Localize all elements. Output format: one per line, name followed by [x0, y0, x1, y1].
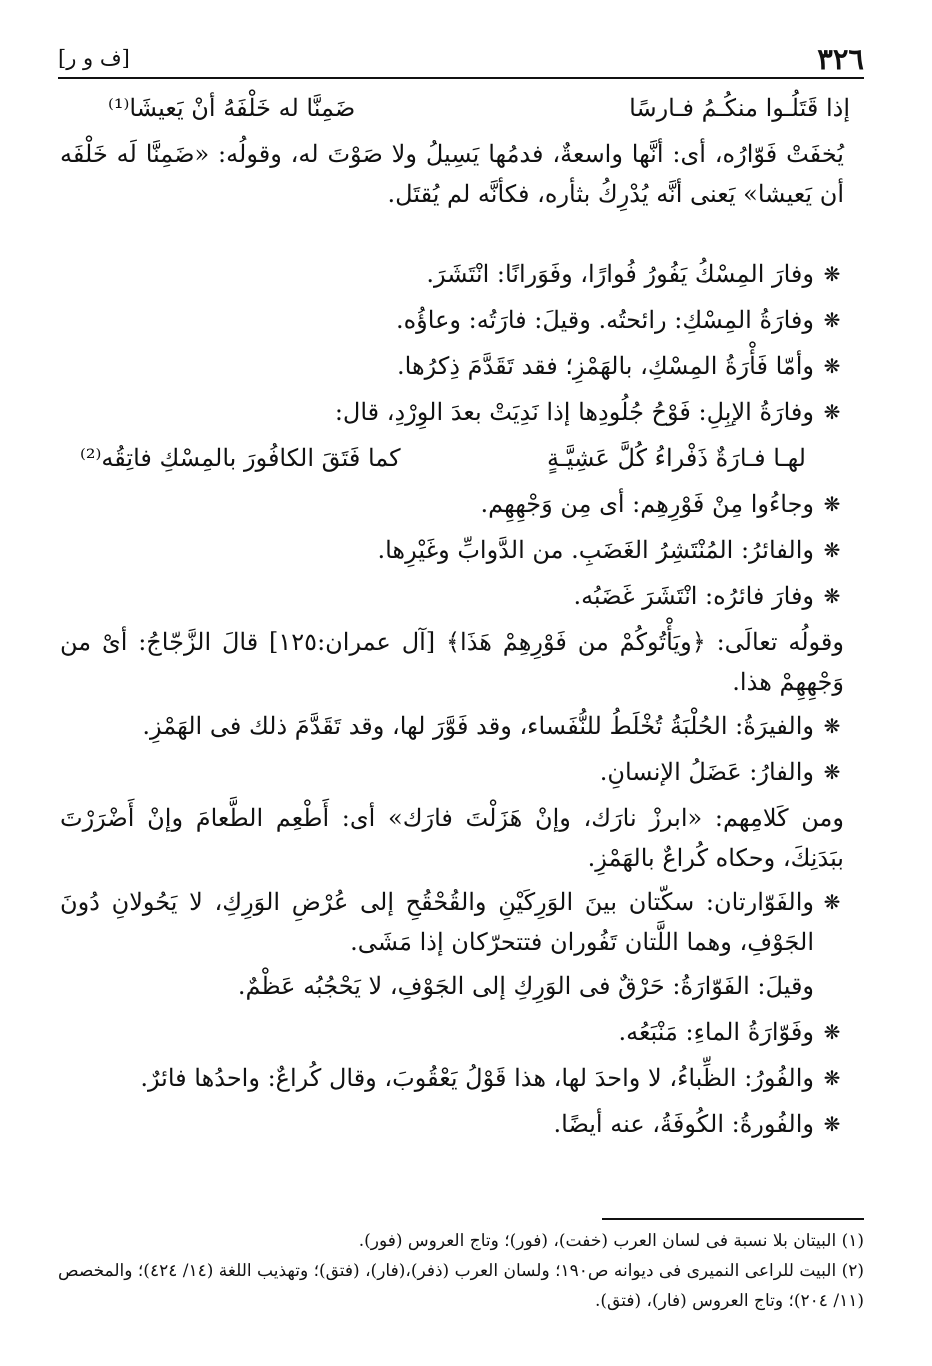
- entry: [60, 752, 850, 798]
- entry: [60, 484, 850, 530]
- paragraph: ومن كَلامِهم: «ابرزْ نارَك، وإنْ هَزَلْتَ فارَك» أى: أَطْعِم الطَّعامَ وإنْ أَضْرَرْتَ ببَدَنِكَ، وحكاه كُراعٌ بالهَمْزِ.: [60, 804, 844, 872]
- entry-text: وفارَ المِسْكُ يَفُورُ فُوارًا، وفَوَرانًا: انْتَشَرَ.: [426, 260, 814, 288]
- entry-text: وفارَةُ المِسْكِ: رائحتُه. وقيلَ: فارَتُه: وعاؤُه.: [395, 306, 814, 334]
- verse-1-left: ضَمِنَّا له خَلْفَهُ أنْ يَعيشَا⁽¹⁾: [108, 94, 356, 122]
- entry: [60, 1012, 850, 1058]
- footnotes: [58, 1218, 864, 1316]
- verse-1-right: إذا قَتَلُـوا منكُـمُ فـارسًا: [629, 94, 850, 122]
- entry-text: والفيرَةُ: الحُلْبَةُ تُخْلَطُ للنُّفَساء، وقد فَوَّرَ لها، وقد تَقَدَّمَ ذلك فى الهَمْزِ.: [142, 712, 814, 740]
- entry-text: وفارَةُ الإبِلِ: فَوْحُ جُلُودِها إذا نَدِيَتْ بعدَ الوِرْدِ، قال:: [334, 398, 814, 426]
- star-icon: ❋: [823, 262, 841, 286]
- star-icon: ❋: [823, 1020, 841, 1044]
- star-icon: ❋: [823, 714, 841, 738]
- star-icon: ❋: [823, 308, 841, 332]
- star-icon: ❋: [823, 760, 841, 784]
- page-header: [58, 42, 864, 82]
- main-text: [60, 88, 850, 1150]
- entry: [60, 1058, 850, 1104]
- star-icon: ❋: [823, 890, 841, 914]
- entry: [60, 300, 850, 346]
- entry-text: وجاءُوا مِنْ فَوْرِهِم: أى مِن وَجْهِهِم.: [480, 490, 814, 518]
- star-icon: ❋: [823, 492, 841, 516]
- entry: [60, 530, 850, 576]
- verse-2: [60, 438, 850, 484]
- star-icon: ❋: [823, 400, 841, 424]
- verse-1: [60, 88, 850, 134]
- star-icon: ❋: [823, 538, 841, 562]
- entry-text: والفُورةُ: الكُوفَةُ، عنه أيضًا.: [553, 1110, 814, 1138]
- star-icon: ❋: [823, 1112, 841, 1136]
- paragraph: يُخفَتْ فَوّارُه، أى: أنَّها واسعةٌ، فدمُها يَسِيلُ ولا صَوْتَ له، وقولُه: «ضَمِنَّا لَه خَلْفَه أن يَعيشا» يَعنى أنَّه يُدْرِكُ بثأره، فكأنَّه لم يُقتَل.: [60, 140, 844, 208]
- star-icon: ❋: [823, 584, 841, 608]
- entry-text: وقيلَ: الفَوّارَةُ: حَرْقٌ فى الوَرِكِ إلى الجَوْفِ، لا يَحْجُبُه عَظْمٌ.: [237, 972, 814, 1000]
- root-tag: [ف و ر]: [58, 46, 130, 70]
- entry-text: والفائرُ: المُنْتَشِرُ الغَضَبِ. من الدَّوابِّ وغَيْرِها.: [377, 536, 814, 564]
- star-icon: ❋: [823, 354, 841, 378]
- entry: [60, 882, 850, 966]
- entry-text: وفارَ فائرُه: انْتَشَرَ غَضَبُه.: [573, 582, 814, 610]
- paragraph: وقولُه تعالَى: ﴿ويَأْتُوكُمْ من فَوْرِهِمْ هَذَا﴾ [آل عمران:١٢٥] قالَ الزَّجّاجُ: أىْ من وَجْهِهِمْ هذا.: [60, 628, 844, 696]
- qila-line: [60, 966, 850, 1012]
- entry-text: والفَوّارتان: سكّتان بينَ الوَرِكَيْنِ والقُحْقُحِ إلى عُرْضِ الوَرِكِ، لا يَحُولانِ دُونَ الجَوْفِ، وهما اللَّتان تَفُوران فتتحرّكان إذا مَشَى.: [60, 888, 814, 956]
- footnote-1: (١) البيتان بلا نسبة فى لسان العرب (خفت)، (فور)؛ وتاج العروس (فور).: [358, 1231, 864, 1251]
- entry: [60, 706, 850, 752]
- entry: [60, 576, 850, 622]
- entry: [60, 1104, 850, 1150]
- entry-text: وفَوّارَةُ الماءِ: مَنْبَعُه.: [618, 1018, 814, 1046]
- footnote-2: (٢) البيت للراعى النميرى فى ديوانه ص١٩٠؛ ولسان العرب (ذفر)،(فار)، (فتق)؛ وتهذيب اللغة (١٤/ ٤٢٤)؛ والمخصص (١١/ ٢٠٤)؛ وتاج العروس (فار)، (فتق).: [58, 1261, 864, 1311]
- entry: [60, 346, 850, 392]
- verse-2-left: كما فَتَقَ الكافُورَ بالمِسْكِ فاتِقُه⁽²⁾: [80, 444, 401, 472]
- entry-text: والفارُ: عَضَلُ الإنسانِ.: [599, 758, 814, 786]
- entry: [60, 254, 850, 300]
- page-number: ٣٢٦: [817, 42, 864, 76]
- entry-text: وأمّا فَأْرَةُ المِسْكِ، بالهَمْزِ؛ فقد تَقَدَّمَ ذِكرُها.: [397, 352, 814, 380]
- entry: [60, 392, 850, 438]
- header-rule: [58, 77, 864, 79]
- verse-2-right: لهـا فـارَةٌ ذَفْراءُ كُلَّ عَشِيَّـةٍ: [546, 444, 806, 472]
- star-icon: ❋: [823, 1066, 841, 1090]
- entry-text: والفُورُ: الظِّباءُ، لا واحدَ لها، هذا قَوْلُ يَعْقُوبَ، وقال كُراعٌ: واحدُها فائرٌ.: [140, 1064, 814, 1092]
